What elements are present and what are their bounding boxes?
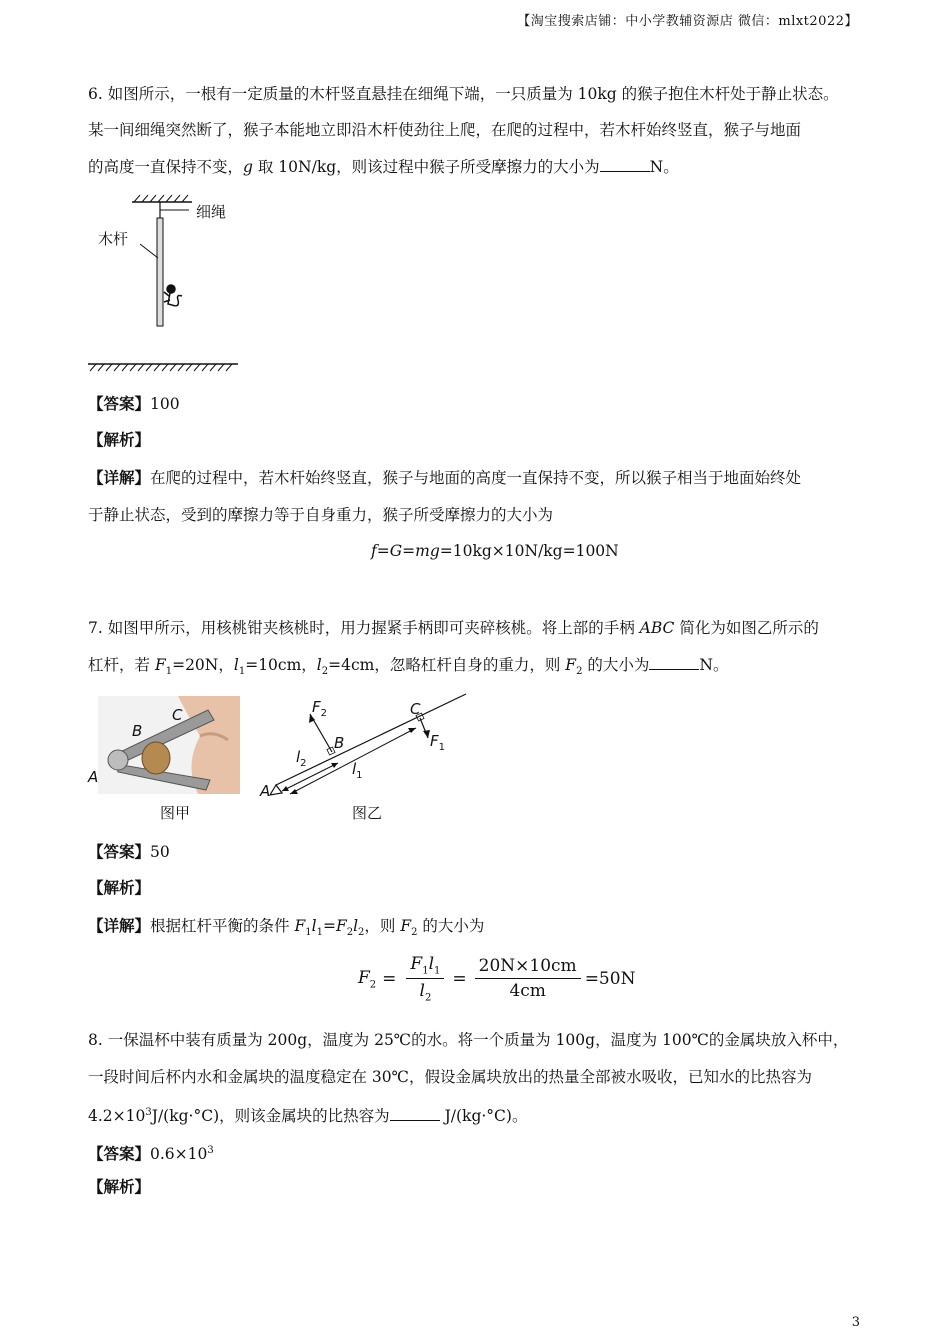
q6-figure — [84, 192, 254, 372]
lever-label-F2: $F_2$ — [312, 698, 328, 719]
q6-line2: 某一间细绳突然断了，猴子本能地立即沿木杆使劲往上爬，在爬的过程中，若木杆始终竖直，猴子与地面 — [88, 121, 802, 139]
q8-answer: 【答案】$0.6\times 10^3$ — [88, 1144, 214, 1164]
lever-label-F1: $F_1$ — [430, 732, 446, 753]
q7-detail: 【详解】根据杠杆平衡的条件 $F_1l_1=F_2l_2$，则 $F_2$ 的大小为 — [88, 916, 485, 939]
caption-fig-yi: 图乙 — [352, 804, 383, 822]
monkey-icon — [164, 285, 182, 306]
q8-analysis: 【解析】 — [88, 1177, 151, 1196]
photo-label-A: A — [88, 768, 99, 786]
q6-answer: 【答案】100 — [88, 394, 180, 413]
q8-line1: 8. 一保温杯中装有质量为 200g，温度为 25℃的水。将一个质量为 100g，温度为 100℃的金属块放入杯中， — [88, 1031, 849, 1049]
q7-analysis: 【解析】 — [88, 878, 151, 897]
q7-line2: 杠杆，若 $F_1=20N$，$l_1=10cm$，$l_2=4cm$，忽略杠杆自身的重力，则 $F_2$ 的大小为 N。 — [88, 656, 729, 678]
q6-analysis: 【解析】 — [88, 430, 151, 449]
q6-detail2: 于静止状态，受到的摩擦力等于自身重力，猴子所受摩擦力的大小为 — [88, 506, 554, 524]
fraction-numeric: $\frac{20N\times 10cm}{4cm}$ — [475, 956, 581, 1001]
lever-label-l2: $l_2$ — [296, 748, 307, 769]
q7-equation: $F_2$ = $\frac{F_1l_1}{l_2}$ = $\frac{20N\times 10cm}{4cm}$ =50N — [358, 954, 636, 1004]
q7-line1: 7. 如图甲所示，用核桃钳夹核桃时，用力握紧手柄即可夹碎核桃。将上部的手柄 ABC 简化为如图乙所示的 — [88, 619, 819, 637]
q6-answer-blank — [600, 157, 650, 172]
lever-label-A: A — [260, 782, 271, 800]
q6-detail1: 【详解】在爬的过程中，若木杆始终竖直，猴子与地面的高度一直保持不变，所以猴子相当于地面始终处 — [88, 468, 802, 487]
q6-formula: f=G=mg=10kg×10N/kg=100N — [371, 542, 619, 560]
lever-label-l1: $l_1$ — [352, 760, 363, 781]
lever-label-C: C — [410, 700, 421, 718]
q6-line1: 6. 如图所示，一根有一定质量的木杆竖直悬挂在细绳下端，一只质量为 10kg 的猴子抱住木杆处于静止状态。 — [88, 85, 839, 103]
page-number: 3 — [851, 1315, 860, 1330]
q7-photo-nutcracker — [88, 696, 240, 794]
fraction-symbolic: $\frac{F_1l_1}{l_2}$ — [406, 954, 444, 1004]
photo-label-C: C — [172, 706, 183, 724]
q8-line2: 一段时间后杯内水和金属块的温度稳定在 30℃，假设金属块放出的热量全部被水吸收，已知水的比热容为 — [88, 1068, 812, 1086]
q7-answer-blank — [649, 655, 699, 670]
q8-answer-blank — [390, 1106, 440, 1121]
lever-label-B: B — [334, 734, 345, 752]
q7-answer: 【答案】50 — [88, 842, 170, 861]
page-header: 【淘宝搜索店铺：中小学教辅资源店 微信：mlxt2022】 — [517, 14, 858, 29]
photo-label-B: B — [132, 722, 143, 740]
caption-fig-jia: 图甲 — [160, 804, 191, 822]
q6-line3: 的高度一直保持不变，g 取 10N/kg，则该过程中猴子所受摩擦力的大小为 N。 — [88, 158, 679, 176]
q6-label-pole: 木杆 — [98, 230, 129, 248]
q8-line3: $4.2\times 10^3J/(kg\cdot^\circ C)$，则该金属块的比热容为 J/(kg·°C)。 — [88, 1107, 528, 1126]
q6-label-rope: 细绳 — [196, 203, 227, 221]
